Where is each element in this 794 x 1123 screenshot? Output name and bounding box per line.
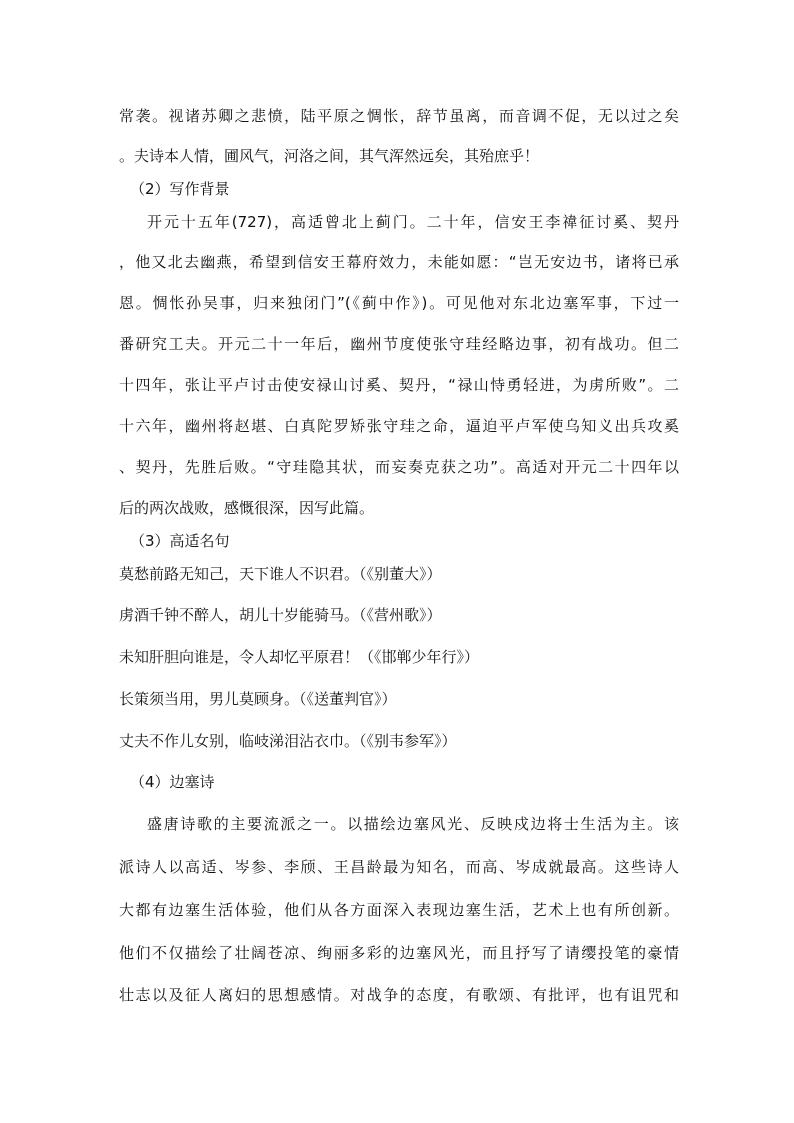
quote-line: 虏酒千钟不醉人，胡儿十岁能骑马。（《营州歌》） <box>119 606 442 624</box>
paragraph-line: 开元十五年(727)，高适曾北上蓟门。二十年，信安王李禕征讨奚、契丹 <box>147 213 679 231</box>
quote-line: 丈夫不作儿女别，临岐涕泪沾衣巾。（《别韦参军》） <box>119 732 457 750</box>
paragraph-line: 番研究工夫。开元二十一年后，幽州节度使张守珪经略边事，初有战功。但二 <box>119 335 679 353</box>
paragraph-line: 大都有边塞生活体验，他们从各方面深入表现边塞生活，艺术上也有所创新。 <box>119 901 679 919</box>
quote-line: 未知肝胆向谁是，令人却忆平原君！（《邯郸少年行》） <box>119 648 480 666</box>
paragraph-line: 恩。惆怅孙吴事，归来独闭门”(《蓟中作》)。可见他对东北边塞军事，下过一 <box>119 294 679 312</box>
paragraph-line: 盛唐诗歌的主要流派之一。以描绘边塞风光、反映戍边将士生活为主。该 <box>147 815 679 833</box>
paragraph-line: 后的两次战败，感慨很深，因写此篇。 <box>119 499 375 517</box>
quote-line: 莫愁前路无知己，天下谁人不识君。（《别董大》） <box>119 565 442 583</box>
section-heading-frontier-poetry: （4）边塞诗 <box>130 773 215 791</box>
paragraph-line: ，他又北去幽燕，希望到信安王幕府效力，未能如愿：“岂无安边书，诸将已承 <box>119 253 679 271</box>
paragraph-line: 十六年，幽州将赵堪、白真陀罗矫张守珪之命，逼迫平卢军使乌知义出兵攻奚 <box>119 417 679 435</box>
section-heading-famous-lines: （3）高适名句 <box>130 532 230 550</box>
intro-line-1: 常袭。视诸苏卿之悲愤，陆平原之惆怅，辞节虽离，而音调不促，无以过之矣 <box>119 107 679 125</box>
paragraph-line: 壮志以及征人离妇的思想感情。对战争的态度，有歌颂、有批评，也有诅咒和 <box>119 986 679 1004</box>
intro-line-2: 。夫诗本人情，圃风气，河洛之间，其气浑然远矣，其殆庶乎！ <box>119 147 540 165</box>
section-heading-writing-background: （2）写作背景 <box>130 180 230 198</box>
paragraph-line: 派诗人以高适、岑参、李颀、王昌龄最为知名，而高、岑成就最高。这些诗人 <box>119 858 679 876</box>
quote-line: 长策须当用，男儿莫顾身。（《送董判官》） <box>119 690 397 708</box>
paragraph-line: 他们不仅描绘了壮阔苍凉、绚丽多彩的边塞风光，而且抒写了请缨投笔的豪情 <box>119 944 679 962</box>
paragraph-line: 、契丹，先胜后败。“守珪隐其状，而妄奏克获之功”。高适对开元二十四年以 <box>119 458 679 476</box>
paragraph-line: 十四年，张让平卢讨击使安禄山讨奚、契丹，“禄山恃勇轻进，为虏所败”。二 <box>119 376 679 394</box>
